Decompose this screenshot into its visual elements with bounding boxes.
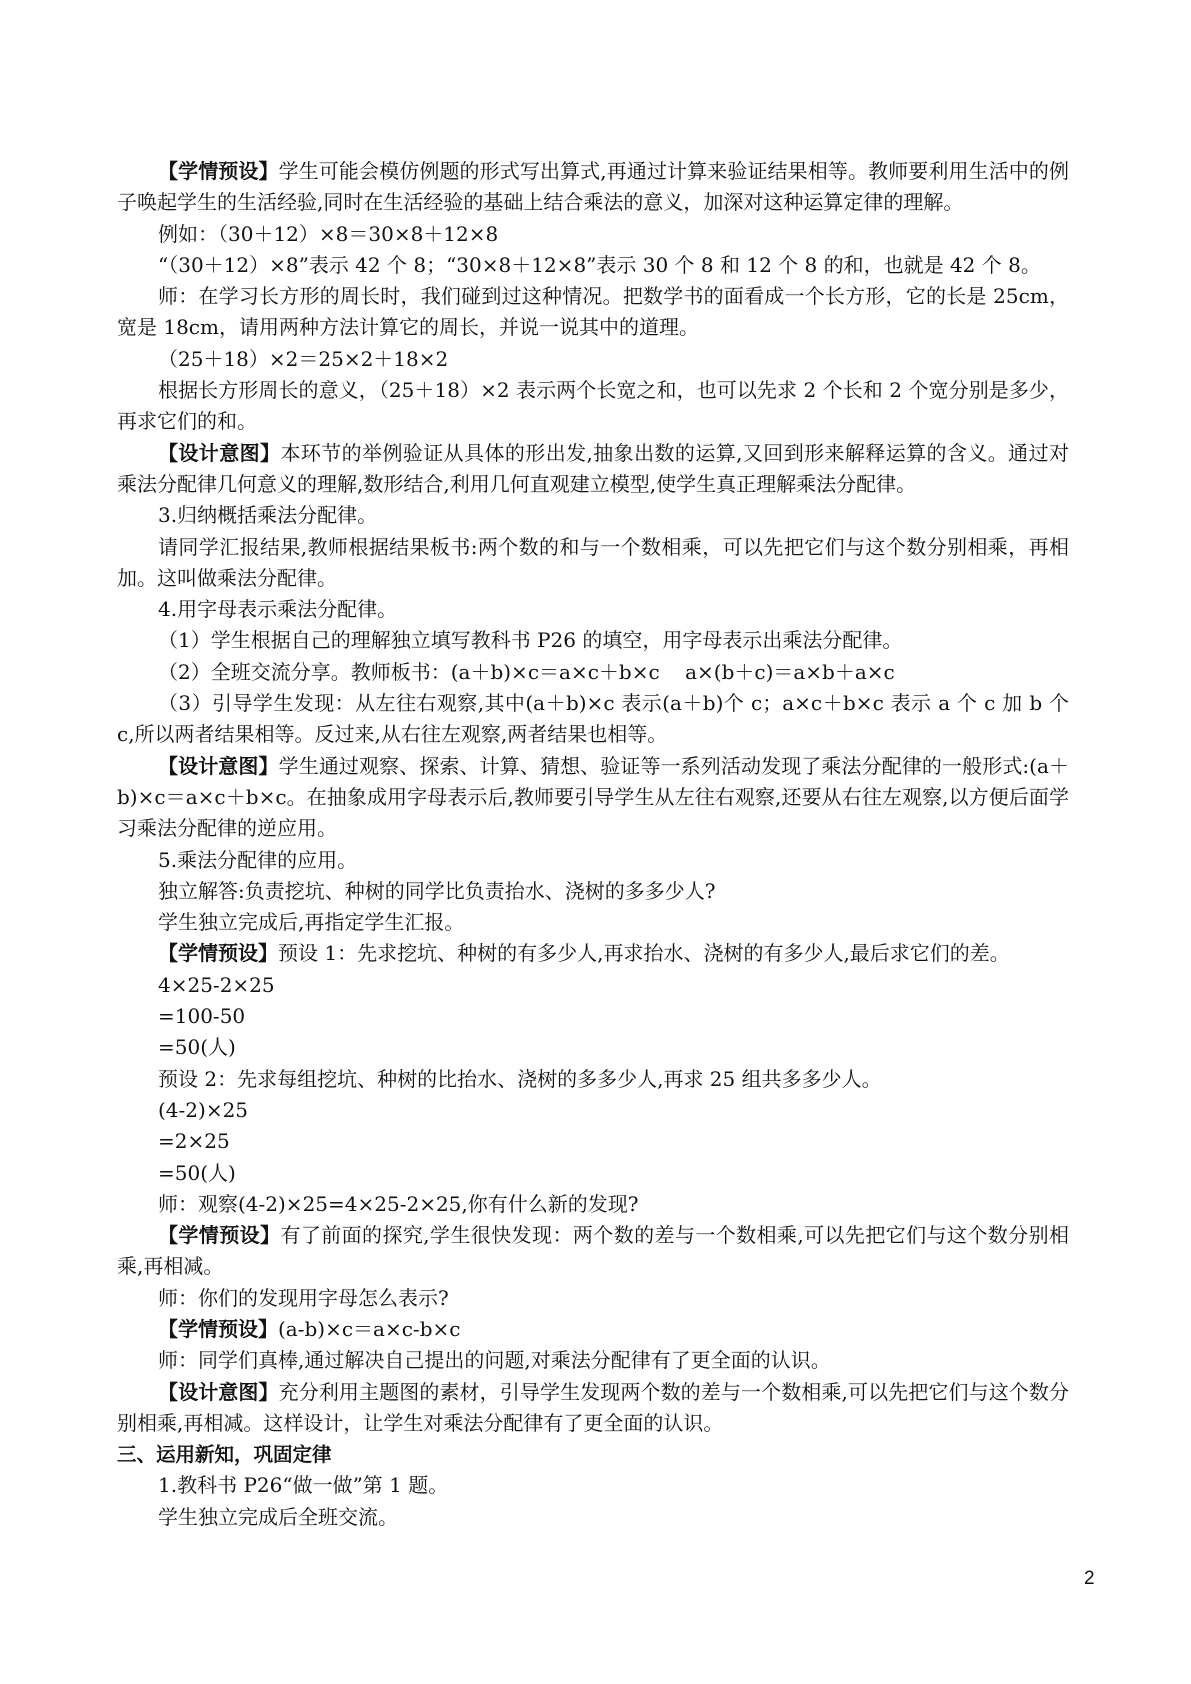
paragraph: [117, 751, 1069, 845]
paragraph-tag: 【学情预设】: [158, 1223, 281, 1248]
paragraph: [117, 438, 1069, 501]
paragraph: [117, 1377, 1069, 1440]
paragraph-text: 预设 1：先求挖坑、种树的有多少人,再求抬水、浇树的有多少人,最后求它们的差。: [278, 941, 1010, 966]
list-item: （2）全班交流分享。教师板书：(a＋b)×c＝a×c＋b×c a×(b＋c)＝a×b＋a×c: [158, 659, 895, 684]
paragraph: 学生独立完成后全班交流。: [158, 1504, 398, 1529]
formula-line: =50(人): [158, 1035, 236, 1060]
formula-line: 4×25-2×25: [158, 972, 275, 997]
paragraph-text: 学生通过观察、探索、计算、猜想、验证等一系列活动发现了乘法分配律的一般形式:(a＋b)×c＝a×c＋b×c。在抽象成用字母表示后,教师要引导学生从左往右观察,还要从右往左观察,以方便后面学习乘法分配律的逆应用。: [117, 753, 1070, 841]
paragraph-text: (a-b)×c＝a×c-b×c: [278, 1316, 461, 1341]
list-item: 3.归纳概括乘法分配律。: [158, 503, 378, 528]
paragraph: 师：在学习长方形的周长时，我们碰到过这种情况。把数学书的面看成一个长方形，它的长是 25cm，宽是 18cm，请用两种方法计算它的周长，并说一说其中的道理。: [117, 284, 1069, 340]
paragraph: “（30＋12）×8”表示 42 个 8；“30×8＋12×8”表示 30 个 8 和 12 个 8 的和，也就是 42 个 8。: [158, 252, 1041, 277]
paragraph: 师：你们的发现用字母怎么表示?: [158, 1285, 449, 1310]
paragraph: 师：观察(4-2)×25=4×25-2×25,你有什么新的发现?: [158, 1191, 639, 1216]
paragraph: [117, 1220, 1069, 1283]
paragraph: 例如：（30＋12）×8＝30×8＋12×8: [158, 221, 499, 246]
formula-line: =2×25: [158, 1129, 230, 1154]
list-item: （3）引导学生发现：从左往右观察,其中(a＋b)×c 表示(a＋b)个 c；a×c＋b×c 表示 a 个 c 加 b 个 c,所以两者结果相等。反过来,从右往左观察,两者结果也相等。: [117, 691, 1076, 747]
paragraph-tag: 【设计意图】: [158, 440, 281, 465]
paragraph-tag: 【学情预设】: [158, 159, 279, 183]
paragraph: 独立解答:负责挖坑、种树的同学比负责抬水、浇树的多多少人?: [158, 878, 716, 903]
formula-line: =50(人): [158, 1160, 236, 1185]
paragraph-tag: 【学情预设】: [158, 941, 278, 966]
paragraph-tag: 【设计意图】: [158, 753, 279, 778]
paragraph-text: 充分利用主题图的素材，引导学生发现两个数的差与一个数相乘,可以先把它们与这个数分别相乘,再相减。这样设计，让学生对乘法分配律有了更全面的认识。: [117, 1379, 1070, 1435]
paragraph-text: 本环节的举例验证从具体的形出发,抽象出数的运算,又回到形来解释运算的含义。通过对乘法分配律几何意义的理解,数形结合,利用几何直观建立模型,使学生真正理解乘法分配律。: [117, 440, 1069, 496]
formula-line: （25＋18）×2＝25×2＋18×2: [158, 346, 449, 371]
list-item: （1）学生根据自己的理解独立填写教科书 P26 的填空，用字母表示出乘法分配律。: [158, 628, 903, 653]
formula-line: (4-2)×25: [158, 1097, 249, 1122]
paragraph: 预设 2：先求每组挖坑、种树的比抬水、浇树的多多少人,再求 25 组共多多少人。: [158, 1066, 882, 1091]
formula-line: =100-50: [158, 1004, 246, 1029]
list-item: 5.乘法分配律的应用。: [158, 847, 358, 872]
list-item: 1.教科书 P26“做一做”第 1 题。: [158, 1473, 449, 1498]
paragraph-text: 有了前面的探究,学生很快发现：两个数的差与一个数相乘,可以先把它们与这个数分别相乘,再相减。: [117, 1223, 1069, 1279]
section-heading: 三、运用新知，巩固定律: [117, 1443, 332, 1467]
paragraph: 根据长方形周长的意义，（25＋18）×2 表示两个长宽之和，也可以先求 2 个长和 2 个宽分别是多少，再求它们的和。: [117, 378, 1069, 434]
paragraph: 师：同学们真棒,通过解决自己提出的问题,对乘法分配律有了更全面的认识。: [158, 1348, 831, 1373]
paragraph: [117, 156, 1069, 219]
paragraph: 请同学汇报结果,教师根据结果板书:两个数的和与一个数相乘，可以先把它们与这个数分别相乘，再相加。这叫做乘法分配律。: [117, 534, 1069, 590]
paragraph-tag: 【学情预设】: [158, 1316, 278, 1341]
page-number: 2: [1084, 1568, 1095, 1589]
list-item: 4.用字母表示乘法分配律。: [158, 597, 398, 622]
document-body: [117, 156, 1076, 1533]
paragraph: [117, 1314, 1069, 1345]
paragraph-text: 学生可能会模仿例题的形式写出算式,再通过计算来验证结果相等。教师要利用生活中的例子唤起学生的生活经验,同时在生活经验的基础上结合乘法的意义，加深对这种运算定律的理解。: [117, 159, 1070, 215]
paragraph-tag: 【设计意图】: [158, 1379, 279, 1404]
paragraph: [117, 938, 1069, 969]
paragraph: 学生独立完成后,再指定学生汇报。: [158, 910, 465, 935]
